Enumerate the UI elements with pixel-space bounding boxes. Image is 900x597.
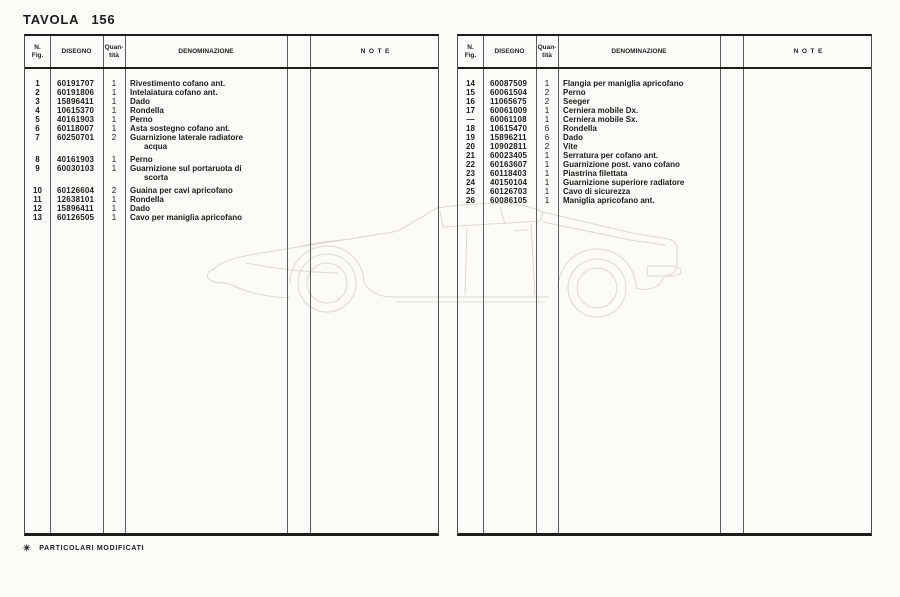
fig-number: 15 [466,88,475,97]
quantity: 1 [111,164,117,173]
denomination: Flangia per maniglia apricofano [563,79,684,88]
fig-number: 22 [466,160,475,169]
quantity: 1 [544,178,550,187]
denomination: Cavo di sicurezza [563,187,631,196]
table-row [458,142,871,151]
quantity: 1 [111,106,117,115]
part-number: 60126703 [490,187,528,196]
table-body [458,69,871,205]
quantity: 1 [544,151,550,160]
part-number: 40150104 [490,178,528,187]
quantity: 1 [111,213,117,222]
fig-number: 18 [466,124,475,133]
part-number: 60163607 [490,160,528,169]
quantity: 1 [111,204,117,213]
table-row [25,133,438,151]
header-fig: N. Fig. [31,44,44,59]
table-row [25,213,438,222]
quantity: 1 [544,169,550,178]
part-number: 60086105 [490,196,528,205]
fig-number: 26 [466,196,475,205]
denomination: Maniglia apricofano ant. [563,196,655,205]
table-row [458,196,871,205]
quantity: 1 [111,155,117,164]
part-number: 60191806 [57,88,95,97]
header-denominazione: DENOMINAZIONE [611,47,667,55]
part-number: 60118403 [490,169,527,178]
denomination: Perno [130,155,153,164]
table-row [25,88,438,97]
quantity: 1 [544,160,550,169]
fig-number: 13 [33,213,42,222]
quantity: 1 [111,88,117,97]
parts-table-right [457,34,872,536]
table-row [458,178,871,187]
quantity: 2 [111,133,117,142]
title-word: TAVOLA [23,12,80,27]
header-fig: N. Fig. [464,44,477,59]
part-number: 40161903 [57,155,95,164]
part-number: 11065675 [490,97,527,106]
part-number: 10902811 [490,142,527,151]
table-row [458,88,871,97]
denomination: Rondella [130,106,164,115]
denomination: Cerniera mobile Sx. [563,115,638,124]
table-row [25,155,438,164]
table-row [25,97,438,106]
quantity: 2 [544,97,550,106]
denomination: Piastrina filettata [563,169,628,178]
footnote [23,544,144,553]
denomination: Dado [130,204,150,213]
part-number: 40161903 [57,115,95,124]
denomination: Intelaiatura cofano ant. [130,88,218,97]
quantity: 1 [544,196,550,205]
table-header [458,36,871,67]
header-note: NOTE [360,47,393,55]
denomination: Seeger [563,97,590,106]
fig-number: 7 [35,133,40,142]
fig-number: 11 [33,195,42,204]
part-number: 60250701 [57,133,95,142]
denomination: Guarnizione sul portaruota di scorta [130,164,242,182]
fig-number: 17 [466,106,475,115]
part-number: 15896211 [490,133,527,142]
part-number: 10615470 [490,124,528,133]
fig-number: 21 [466,151,475,160]
table-row [25,106,438,115]
table-row [458,133,871,142]
table-row [25,79,438,88]
table-row [25,115,438,124]
page-title [23,12,115,27]
quantity: 6 [544,133,550,142]
footnote-label: PARTICOLARI MODIFICATI [39,545,145,552]
quantity: 1 [544,187,550,196]
part-number: 60061504 [490,88,528,97]
denomination: Dado [563,133,583,142]
fig-number: 23 [466,169,475,178]
fig-number: 16 [466,97,475,106]
denomination: Guarnizione laterale radiatore acqua [130,133,243,151]
fig-number: 6 [35,124,40,133]
header-quantita: Quan- tità [537,44,557,59]
quantity: 1 [544,115,550,124]
table-row [25,124,438,133]
fig-number: 1 [35,79,40,88]
table-row [458,106,871,115]
quantity: 1 [111,124,117,133]
header-disegno: DISEGNO [494,47,525,55]
part-number: 15896411 [57,97,94,106]
denomination: Serratura per cofano ant. [563,151,659,160]
denomination: Rondella [130,195,164,204]
table-body [25,69,438,222]
quantity: 2 [544,142,550,151]
denomination: Guarnizione post. vano cofano [563,160,680,169]
part-number: 60061009 [490,106,528,115]
fig-number: 19 [466,133,475,142]
denomination: Perno [130,115,153,124]
fig-number: 20 [466,142,475,151]
table-row [458,79,871,88]
denomination: Rondella [563,124,597,133]
table-row [25,186,438,195]
fig-number: 12 [33,204,42,213]
fig-number: 25 [466,187,475,196]
header-disegno: DISEGNO [61,47,92,55]
part-number: 12638101 [57,195,95,204]
fig-number: 10 [33,186,42,195]
denomination: Guarnizione superiore radiatore [563,178,685,187]
part-number: 15896411 [57,204,94,213]
table-row [458,160,871,169]
table-row [458,115,871,124]
denomination: Cavo per maniglia apricofano [130,213,243,222]
denomination: Vite [563,142,578,151]
table-header [25,36,438,67]
header-denominazione: DENOMINAZIONE [178,47,234,55]
quantity: 2 [111,186,117,195]
header-quantita: Quan- tità [104,44,124,59]
quantity: 2 [544,88,550,97]
denomination: Asta sostegno cofano ant. [130,124,231,133]
part-number: 60030103 [57,164,95,173]
table-row [458,124,871,133]
quantity: 1 [111,97,117,106]
quantity: 1 [111,79,117,88]
denomination: Dado [130,97,150,106]
denomination: Rivestimento cofano ant. [130,79,226,88]
quantity: 1 [111,195,117,204]
quantity: 1 [544,106,550,115]
fig-number: 3 [35,97,40,106]
part-number: 60023405 [490,151,528,160]
part-number: 60126505 [57,213,95,222]
fig-number: 14 [466,79,475,88]
table-row [25,204,438,213]
fig-number: 2 [35,88,40,97]
table-row [458,169,871,178]
fig-number: 9 [35,164,40,173]
table-row [458,151,871,160]
quantity: 6 [544,124,550,133]
table-row [458,97,871,106]
parts-table-left [24,34,439,536]
fig-number: — [466,115,475,124]
table-row [458,187,871,196]
part-number: 60118007 [57,124,94,133]
table-row [25,195,438,204]
quantity: 1 [111,115,117,124]
part-number: 60126604 [57,186,95,195]
quantity: 1 [544,79,550,88]
modified-parts-asterisk-icon: ✳ [23,543,32,553]
table-row [25,164,438,182]
fig-number: 5 [35,115,40,124]
table-number: 156 [91,12,116,27]
part-number: 60191707 [57,79,95,88]
fig-number: 8 [35,155,40,164]
fig-number: 24 [466,178,475,187]
denomination: Perno [563,88,586,97]
part-number: 10615370 [57,106,95,115]
denomination: Guaina per cavi apricofano [130,186,233,195]
fig-number: 4 [35,106,40,115]
denomination: Cerniera mobile Dx. [563,106,639,115]
part-number: 60087509 [490,79,528,88]
part-number: 60061108 [490,115,527,124]
header-note: NOTE [793,47,826,55]
